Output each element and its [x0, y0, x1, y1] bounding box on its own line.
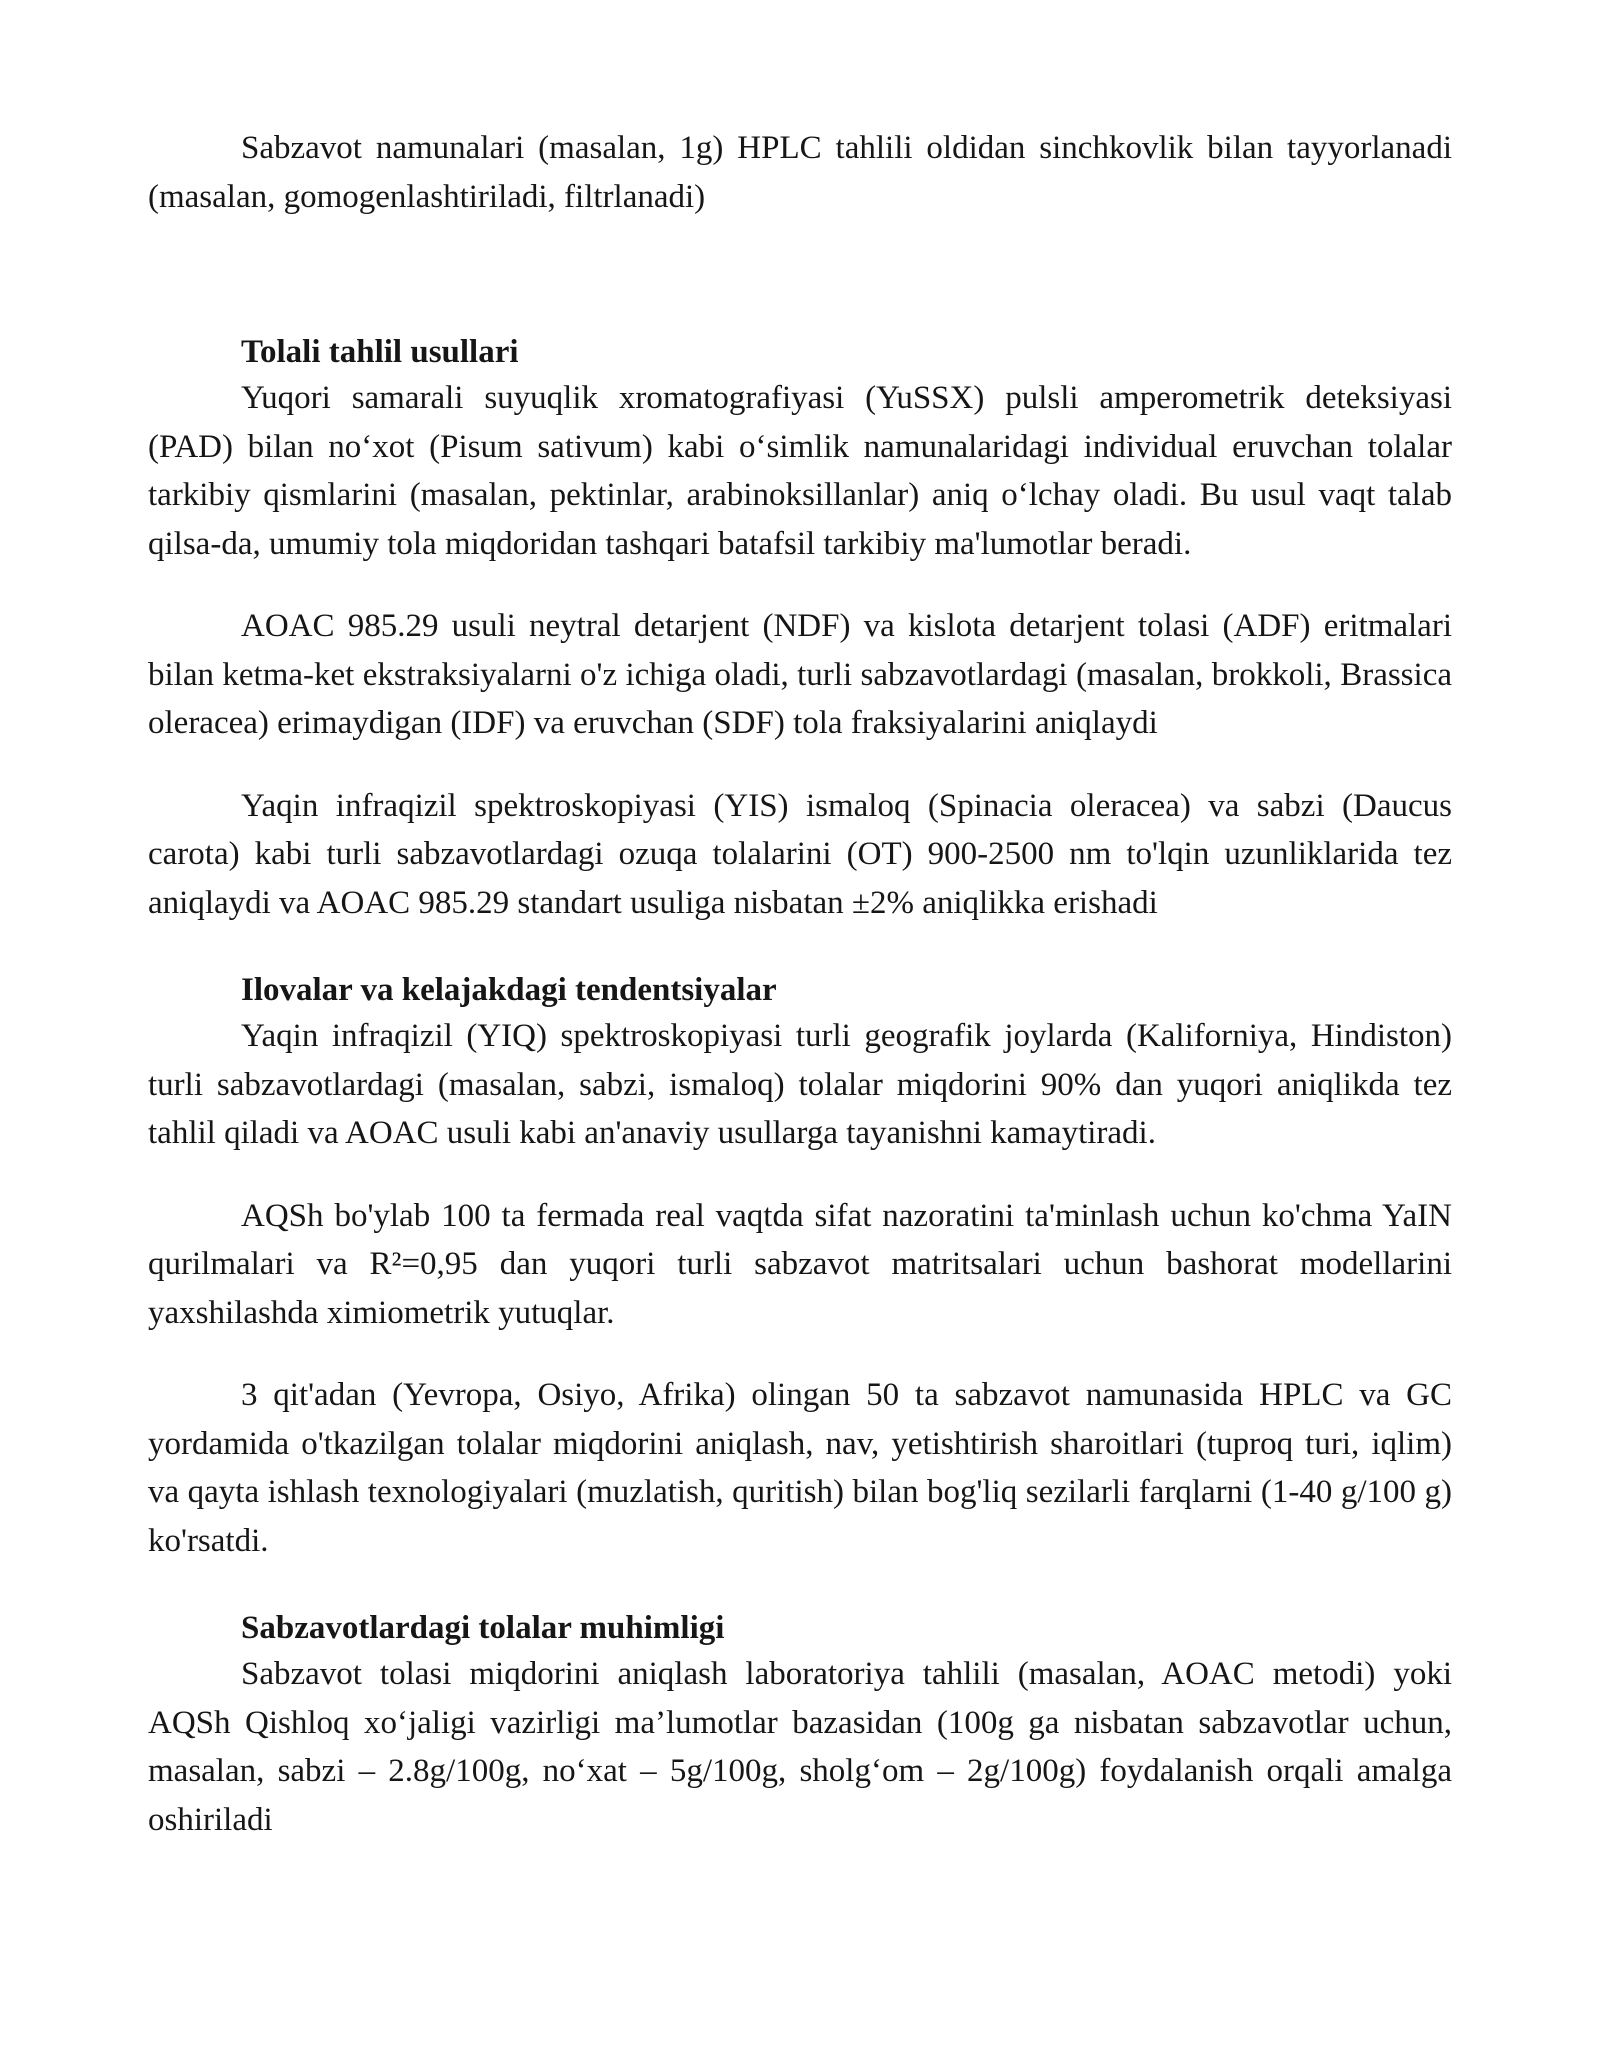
- spacer: [148, 748, 1452, 782]
- paragraph-nir: Yaqin infraqizil spektroskopiyasi (YIS) ismaloq (Spinacia oleracea) va sabzi (Daucus carota) kabi turli sabzavotlardagi ozuqa tolalarini (OT) 900-2500 nm to'lqin uzunliklarida tez aniqlaydi va AOAC 985.29 standart usuliga nisbatan ±2% aniqlikka erishadi: [148, 787, 1452, 921]
- spacer: [148, 568, 1452, 602]
- spacer: [148, 1565, 1452, 1607]
- paragraph-continents-study: 3 qit'adan (Yevropa, Osiyo, Afrika) olingan 50 ta sabzavot namunasida HPLC va GC yordamida o'tkazilgan tolalar miqdorini aniqlash, nav, yetishtirish sharoitlari (tuproq turi, iqlim) va qayta ishlash texnologiyalari (muzlatish, quritish) bilan bog'liq sezilarli farqlarni (1-40 g/100 g) ko'rsatdi.: [148, 1377, 1452, 1559]
- paragraph-nir-geography: Yaqin infraqizil (YIQ) spektroskopiyasi turli geografik joylarda (Kaliforniya, Hindiston) turli sabzavotlardagi (masalan, sabzi, ismaloq) tolalar miqdorini 90% dan yuqori aniqlikda tez tahlil qiladi va AOAC usuli kabi an'anaviy usullarga tayanishni kamaytiradi.: [148, 1018, 1452, 1151]
- spacer: [148, 221, 1452, 331]
- spacer: [148, 927, 1452, 969]
- paragraph-portable-nir: AQSh bo'ylab 100 ta fermada real vaqtda sifat nazoratini ta'minlash uchun ko'chma YaIN qurilmalari va R²=0,95 dan yuqori turli sabzavot matritsalari uchun bashorat modellarini yaxshilashda ximiometrik yutuqlar.: [148, 1197, 1452, 1331]
- paragraph-aoac: AOAC 985.29 usuli neytral detarjent (NDF) va kislota detarjent tolasi (ADF) eritmalari bilan ketma-ket ekstraksiyalarni o'z ichiga oladi, turli sabzavotlardagi (masalan, brokkoli, Brassica oleracea) erimaydigan (IDF) va eruvchan (SDF) tola fraksiyalarini aniqlaydi: [148, 608, 1452, 741]
- spacer: [148, 1337, 1452, 1371]
- section-heading-applications-trends: Ilovalar va kelajakdagi tendentsiyalar: [241, 972, 777, 1008]
- section-heading-fiber-importance: Sabzavotlardagi tolalar muhimligi: [241, 1610, 725, 1646]
- spacer: [148, 1158, 1452, 1192]
- intro-paragraph: Sabzavot namunalari (masalan, 1g) HPLC tahlili oldidan sinchkovlik bilan tayyorlanadi (masalan, gomogenlashtiriladi, filtrlanadi): [148, 130, 1452, 215]
- paragraph-hplc-pad: Yuqori samarali suyuqlik xromatografiyasi (YuSSX) pulsli amperometrik deteksiyasi (PAD) bilan no‘xot (Pisum sativum) kabi o‘simlik namunalaridagi individual eruvchan tolalar tarkibiy qismlarini (masalan, pektinlar, arabinoksillanlar) aniq o‘lchay oladi. Bu usul vaqt talab qilsa-da, umumiy tola miqdoridan tashqari batafsil tarkibiy ma'lumotlar beradi.: [148, 380, 1452, 562]
- document-page: [148, 124, 1452, 1844]
- paragraph-fiber-determination: Sabzavot tolasi miqdorini aniqlash laboratoriya tahlili (masalan, AOAC metodi) yoki AQSh Qishloq xo‘jaligi vazirligi ma’lumotlar bazasidan (100g ga nisbatan sabzavotlar uchun, masalan, sabzi – 2.8g/100g, no‘xat – 5g/100g, sholg‘om – 2g/100g) foydalanish orqali amalga oshiriladi: [148, 1656, 1452, 1838]
- section-heading-fiber-analysis-methods: Tolali tahlil usullari: [241, 334, 519, 370]
